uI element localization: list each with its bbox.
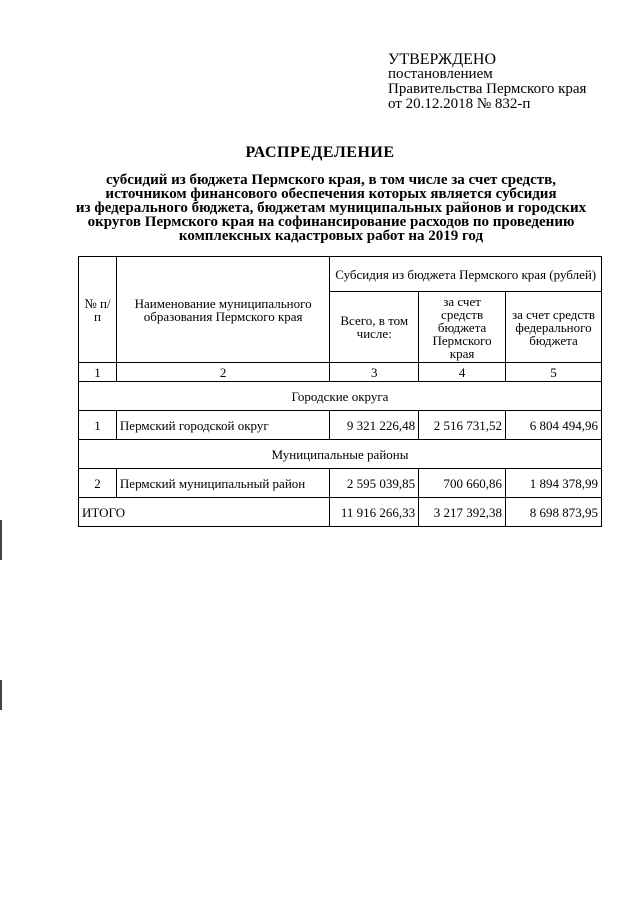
section-title: Городские округа [79,382,602,411]
column-index-row [79,363,602,382]
subtitle-line: комплексных кадастровых работ на 2019 год [178,228,484,244]
section-row [79,382,602,411]
header-row [79,257,602,292]
row-total: 9 321 226,48 [330,411,419,440]
scan-edge-mark [0,520,2,560]
row-name: Пермский муниципальный район [116,469,329,498]
column-index: 5 [506,363,602,382]
subtitle-line: источником финансового обеспечения которых является субсидия [105,186,557,202]
row-num: 1 [79,411,117,440]
header-regional: за счет средств бюджета Пермского края [419,292,506,363]
totals-federal: 8 698 873,95 [506,498,602,527]
distribution-table [78,256,602,527]
column-index: 4 [419,363,506,382]
header-num: № п/п [79,257,117,363]
approval-block [388,52,586,112]
approval-title: УТВЕРЖДЕНО [388,51,497,68]
header-federal: за счет средств федерального бюджета [506,292,602,363]
scan-edge-mark [0,680,2,710]
row-regional: 2 516 731,52 [419,411,506,440]
header-name: Наименование муниципального образования Пермского края [116,257,329,363]
header-subsidy: Субсидия из бюджета Пермского края (рублей) [330,257,602,292]
table-row [79,469,602,498]
column-index: 3 [330,363,419,382]
document-title: РАСПРЕДЕЛЕНИЕ [245,144,395,161]
row-federal: 1 894 378,99 [506,469,602,498]
approval-line-1: постановлением [388,66,493,82]
row-num: 2 [79,469,117,498]
header-total: Всего, в том числе: [330,292,419,363]
document-subtitle [70,173,592,243]
totals-regional: 3 217 392,38 [419,498,506,527]
totals-total: 11 916 266,33 [330,498,419,527]
subtitle-line: из федерального бюджета, бюджетам муниципальных районов и городских [75,200,587,216]
column-index: 2 [116,363,329,382]
section-row [79,440,602,469]
column-index: 1 [79,363,117,382]
section-title: Муниципальные районы [79,440,602,469]
table-row [79,411,602,440]
subtitle-line: субсидий из бюджета Пермского края, в том числе за счет средств, [105,172,557,188]
row-regional: 700 660,86 [419,469,506,498]
row-federal: 6 804 494,96 [506,411,602,440]
row-name: Пермский городской округ [116,411,329,440]
row-total: 2 595 039,85 [330,469,419,498]
approval-line-3: от 20.12.2018 № 832-п [388,96,531,112]
totals-label: ИТОГО [79,498,330,527]
subtitle-line: округов Пермского края на софинансирование расходов по проведению [87,214,575,230]
totals-row [79,498,602,527]
approval-line-2: Правительства Пермского края [388,81,587,97]
